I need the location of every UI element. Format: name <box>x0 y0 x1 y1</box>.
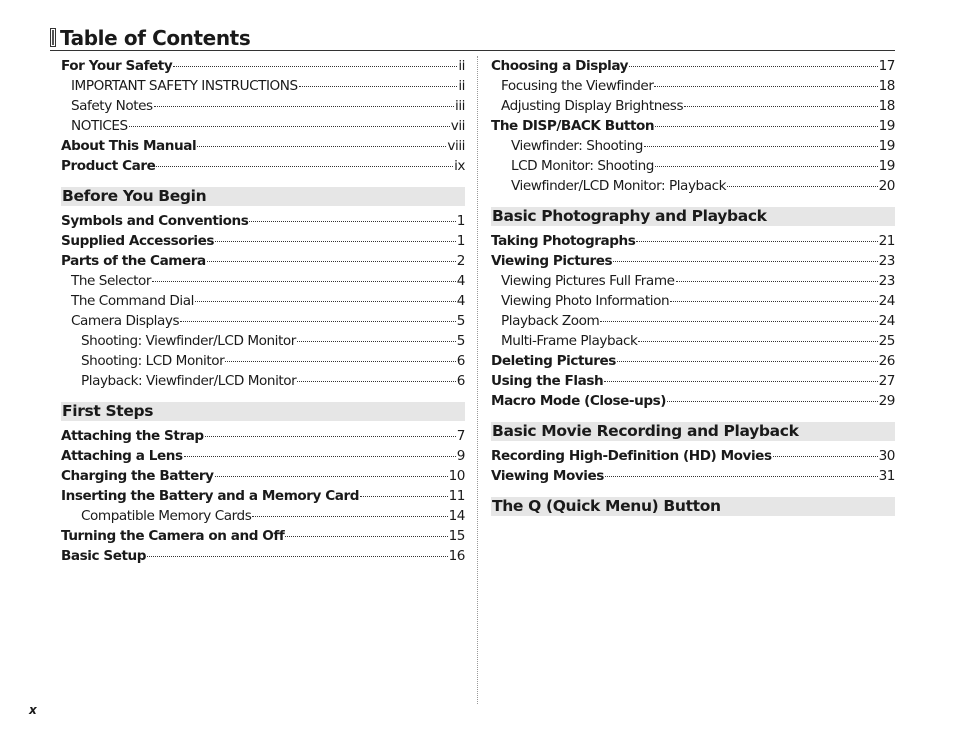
dot-leader <box>605 475 878 477</box>
dot-leader <box>676 280 878 282</box>
toc-entry-page: 4 <box>456 273 465 289</box>
dot-leader <box>360 495 448 497</box>
toc-entry-title: Safety Notes <box>71 98 153 114</box>
toc-entry-title: Multi-Frame Playback <box>501 333 638 349</box>
dot-leader <box>184 455 456 457</box>
toc-entry-playback-viewfinder-lcd-monitor[interactable] <box>61 371 465 391</box>
section-heading-the-q-quick-menu-button: The Q (Quick Menu) Button <box>491 497 895 516</box>
dot-leader <box>644 145 878 147</box>
toc-entry-page: 30 <box>878 448 895 464</box>
page-title-bar <box>50 26 895 51</box>
toc-entry-focusing-the-viewfinder[interactable] <box>491 76 895 96</box>
toc-entry-title: Turning the Camera on and Off <box>61 528 285 544</box>
toc-entry-title: NOTICES <box>71 118 128 134</box>
toc-entry-taking-photographs[interactable] <box>491 231 895 251</box>
toc-entry-page: 14 <box>448 508 465 524</box>
toc-entry-product-care[interactable] <box>61 156 465 176</box>
dot-leader <box>173 65 457 67</box>
toc-entry-page: 6 <box>456 373 465 389</box>
toc-entry-title: Camera Displays <box>71 313 180 329</box>
toc-entry-about-this-manual[interactable] <box>61 136 465 156</box>
section-heading-basic-movie-recording-and-playback: Basic Movie Recording and Playback <box>491 422 895 441</box>
toc-entry-using-the-flash[interactable] <box>491 371 895 391</box>
dot-leader <box>655 125 877 127</box>
dot-leader <box>147 555 448 557</box>
toc-entry-page: 7 <box>456 428 465 444</box>
toc-entry-title: Viewing Pictures Full Frame <box>501 273 675 289</box>
toc-entry-title: Supplied Accessories <box>61 233 214 249</box>
toc-entry-title: Playback: Viewfinder/LCD Monitor <box>81 373 297 389</box>
toc-entry-the-disp-back-button[interactable] <box>491 116 895 136</box>
dot-leader <box>604 380 877 382</box>
toc-entry-title: Using the Flash <box>491 373 604 389</box>
dot-leader <box>129 125 450 127</box>
toc-entry-page: 21 <box>878 233 895 249</box>
toc-entry-page: vii <box>450 118 465 134</box>
toc-entry-title: LCD Monitor: Shooting <box>511 158 654 174</box>
dot-leader <box>195 300 456 302</box>
toc-entry-page: ix <box>454 158 465 174</box>
dot-leader <box>638 340 877 342</box>
dot-leader <box>655 165 878 167</box>
dot-leader <box>773 455 878 457</box>
toc-entry-the-selector[interactable] <box>61 271 465 291</box>
dot-leader <box>225 360 456 362</box>
toc-entry-inserting-the-battery-and-a-memory-card[interactable] <box>61 486 465 506</box>
toc-entry-page: 31 <box>878 468 895 484</box>
toc-entry-page: 1 <box>456 233 465 249</box>
dot-leader <box>629 65 878 67</box>
toc-entry-page: 20 <box>878 178 895 194</box>
toc-entry-title: IMPORTANT SAFETY INSTRUCTIONS <box>71 78 298 94</box>
dot-leader <box>207 260 456 262</box>
toc-entry-title: Viewfinder: Shooting <box>511 138 643 154</box>
toc-entry-playback-zoom[interactable] <box>491 311 895 331</box>
toc-entry-charging-the-battery[interactable] <box>61 466 465 486</box>
toc-entry-title: Focusing the Viewfinder <box>501 78 654 94</box>
section-heading-before-you-begin: Before You Begin <box>61 187 465 206</box>
toc-entry-basic-setup[interactable] <box>61 546 465 566</box>
toc-entry-title: Viewing Pictures <box>491 253 613 269</box>
toc-entry-page: 19 <box>878 158 895 174</box>
toc-right-column <box>491 56 895 521</box>
toc-entry-page: 10 <box>448 468 465 484</box>
toc-entry-page: 19 <box>878 138 895 154</box>
toc-entry-page: 1 <box>456 213 465 229</box>
dot-leader <box>252 515 447 517</box>
toc-entry-parts-of-the-camera[interactable] <box>61 251 465 271</box>
dot-leader <box>180 320 456 322</box>
toc-entry-title: Viewing Photo Information <box>501 293 670 309</box>
toc-entry-notices[interactable] <box>61 116 465 136</box>
dot-leader <box>613 260 877 262</box>
section-heading-first-steps: First Steps <box>61 402 465 421</box>
dot-leader <box>154 105 454 107</box>
toc-entry-important-safety-instructions[interactable] <box>61 76 465 96</box>
toc-entry-attaching-the-strap[interactable] <box>61 426 465 446</box>
toc-entry-page: 18 <box>878 78 895 94</box>
toc-entry-title: Macro Mode (Close-ups) <box>491 393 667 409</box>
toc-entry-for-your-safety[interactable] <box>61 56 465 76</box>
toc-entry-title: Recording High-Definition (HD) Movies <box>491 448 772 464</box>
toc-entry-title: About This Manual <box>61 138 197 154</box>
toc-entry-page: ii <box>458 78 465 94</box>
toc-entry-viewing-pictures[interactable] <box>491 251 895 271</box>
toc-entry-title: Choosing a Display <box>491 58 629 74</box>
toc-entry-macro-mode-close-ups[interactable] <box>491 391 895 411</box>
toc-entry-page: 29 <box>878 393 895 409</box>
dot-leader <box>617 360 878 362</box>
dot-leader <box>727 185 878 187</box>
toc-entry-viewing-pictures-full-frame[interactable] <box>491 271 895 291</box>
toc-entry-title: The Command Dial <box>71 293 194 309</box>
toc-entry-title: Charging the Battery <box>61 468 214 484</box>
toc-entry-deleting-pictures[interactable] <box>491 351 895 371</box>
toc-entry-title: Compatible Memory Cards <box>81 508 252 524</box>
toc-entry-title: Shooting: Viewfinder/LCD Monitor <box>81 333 296 349</box>
dot-leader <box>152 280 456 282</box>
toc-entry-lcd-monitor-shooting[interactable] <box>491 156 895 176</box>
toc-entry-title: The DISP/BACK Button <box>491 118 655 134</box>
toc-entry-title: Deleting Pictures <box>491 353 616 369</box>
toc-entry-title: Attaching a Lens <box>61 448 183 464</box>
toc-entry-viewfinder-lcd-monitor-playback[interactable] <box>491 176 895 196</box>
toc-entry-viewing-photo-information[interactable] <box>491 291 895 311</box>
dot-leader <box>299 85 458 87</box>
toc-entry-title: Viewfinder/LCD Monitor: Playback <box>511 178 727 194</box>
toc-entry-choosing-a-display[interactable] <box>491 56 895 76</box>
toc-entry-page: 4 <box>456 293 465 309</box>
dot-leader <box>297 380 456 382</box>
toc-entry-title: Playback Zoom <box>501 313 600 329</box>
page-number: x <box>29 703 37 717</box>
toc-entry-page: 5 <box>456 313 465 329</box>
toc-entry-turning-the-camera-on-and-off[interactable] <box>61 526 465 546</box>
toc-entry-page: 6 <box>456 353 465 369</box>
toc-entry-page: 2 <box>456 253 465 269</box>
section-heading-basic-photography-and-playback: Basic Photography and Playback <box>491 207 895 226</box>
dot-leader <box>667 400 878 402</box>
toc-entry-page: 11 <box>448 488 465 504</box>
toc-entry-camera-displays[interactable] <box>61 311 465 331</box>
dot-leader <box>285 535 447 537</box>
title-marker-icon <box>50 28 56 47</box>
toc-entry-page: 23 <box>878 273 895 289</box>
toc-entry-recording-high-definition-hd-movies[interactable] <box>491 446 895 466</box>
toc-entry-attaching-a-lens[interactable] <box>61 446 465 466</box>
dot-leader <box>205 435 456 437</box>
toc-entry-symbols-and-conventions[interactable] <box>61 211 465 231</box>
toc-entry-compatible-memory-cards[interactable] <box>61 506 465 526</box>
dot-leader <box>670 300 877 302</box>
toc-entry-viewfinder-shooting[interactable] <box>491 136 895 156</box>
dot-leader <box>215 475 448 477</box>
toc-entry-page: 24 <box>878 313 895 329</box>
dot-leader <box>249 220 455 222</box>
toc-entry-page: 18 <box>878 98 895 114</box>
toc-entry-title: Adjusting Display Brightness <box>501 98 684 114</box>
page-title: Table of Contents <box>60 26 251 50</box>
toc-entry-safety-notes[interactable] <box>61 96 465 116</box>
toc-entry-multi-frame-playback[interactable] <box>491 331 895 351</box>
toc-entry-title: The Selector <box>71 273 152 289</box>
toc-entry-page: 24 <box>878 293 895 309</box>
toc-entry-title: Product Care <box>61 158 156 174</box>
toc-entry-page: 26 <box>878 353 895 369</box>
toc-entry-page: 19 <box>878 118 895 134</box>
toc-entry-page: 17 <box>878 58 895 74</box>
dot-leader <box>197 145 446 147</box>
dot-leader <box>215 240 456 242</box>
toc-entry-adjusting-display-brightness[interactable] <box>491 96 895 116</box>
toc-entry-title: Inserting the Battery and a Memory Card <box>61 488 360 504</box>
toc-left-column <box>61 56 465 566</box>
toc-entry-shooting-lcd-monitor[interactable] <box>61 351 465 371</box>
toc-entry-page: 15 <box>448 528 465 544</box>
toc-entry-title: Shooting: LCD Monitor <box>81 353 225 369</box>
toc-entry-title: For Your Safety <box>61 58 173 74</box>
dot-leader <box>156 165 453 167</box>
dot-leader <box>636 240 877 242</box>
column-divider <box>477 56 478 704</box>
toc-entry-page: 25 <box>878 333 895 349</box>
toc-entry-the-command-dial[interactable] <box>61 291 465 311</box>
dot-leader <box>600 320 877 322</box>
toc-entry-viewing-movies[interactable] <box>491 466 895 486</box>
toc-entry-title: Viewing Movies <box>491 468 604 484</box>
toc-entry-page: 16 <box>448 548 465 564</box>
toc-entry-page: 5 <box>456 333 465 349</box>
toc-entry-page: viii <box>447 138 465 154</box>
toc-entry-supplied-accessories[interactable] <box>61 231 465 251</box>
toc-entry-title: Symbols and Conventions <box>61 213 249 229</box>
toc-entry-shooting-viewfinder-lcd-monitor[interactable] <box>61 331 465 351</box>
toc-entry-page: iii <box>455 98 465 114</box>
toc-entry-title: Parts of the Camera <box>61 253 206 269</box>
dot-leader <box>684 105 878 107</box>
toc-entry-title: Taking Photographs <box>491 233 636 249</box>
toc-entry-title: Attaching the Strap <box>61 428 204 444</box>
toc-entry-page: 9 <box>456 448 465 464</box>
toc-entry-page: 23 <box>878 253 895 269</box>
dot-leader <box>654 85 877 87</box>
dot-leader <box>297 340 456 342</box>
toc-entry-page: 27 <box>878 373 895 389</box>
toc-entry-title: Basic Setup <box>61 548 147 564</box>
toc-entry-page: ii <box>458 58 465 74</box>
